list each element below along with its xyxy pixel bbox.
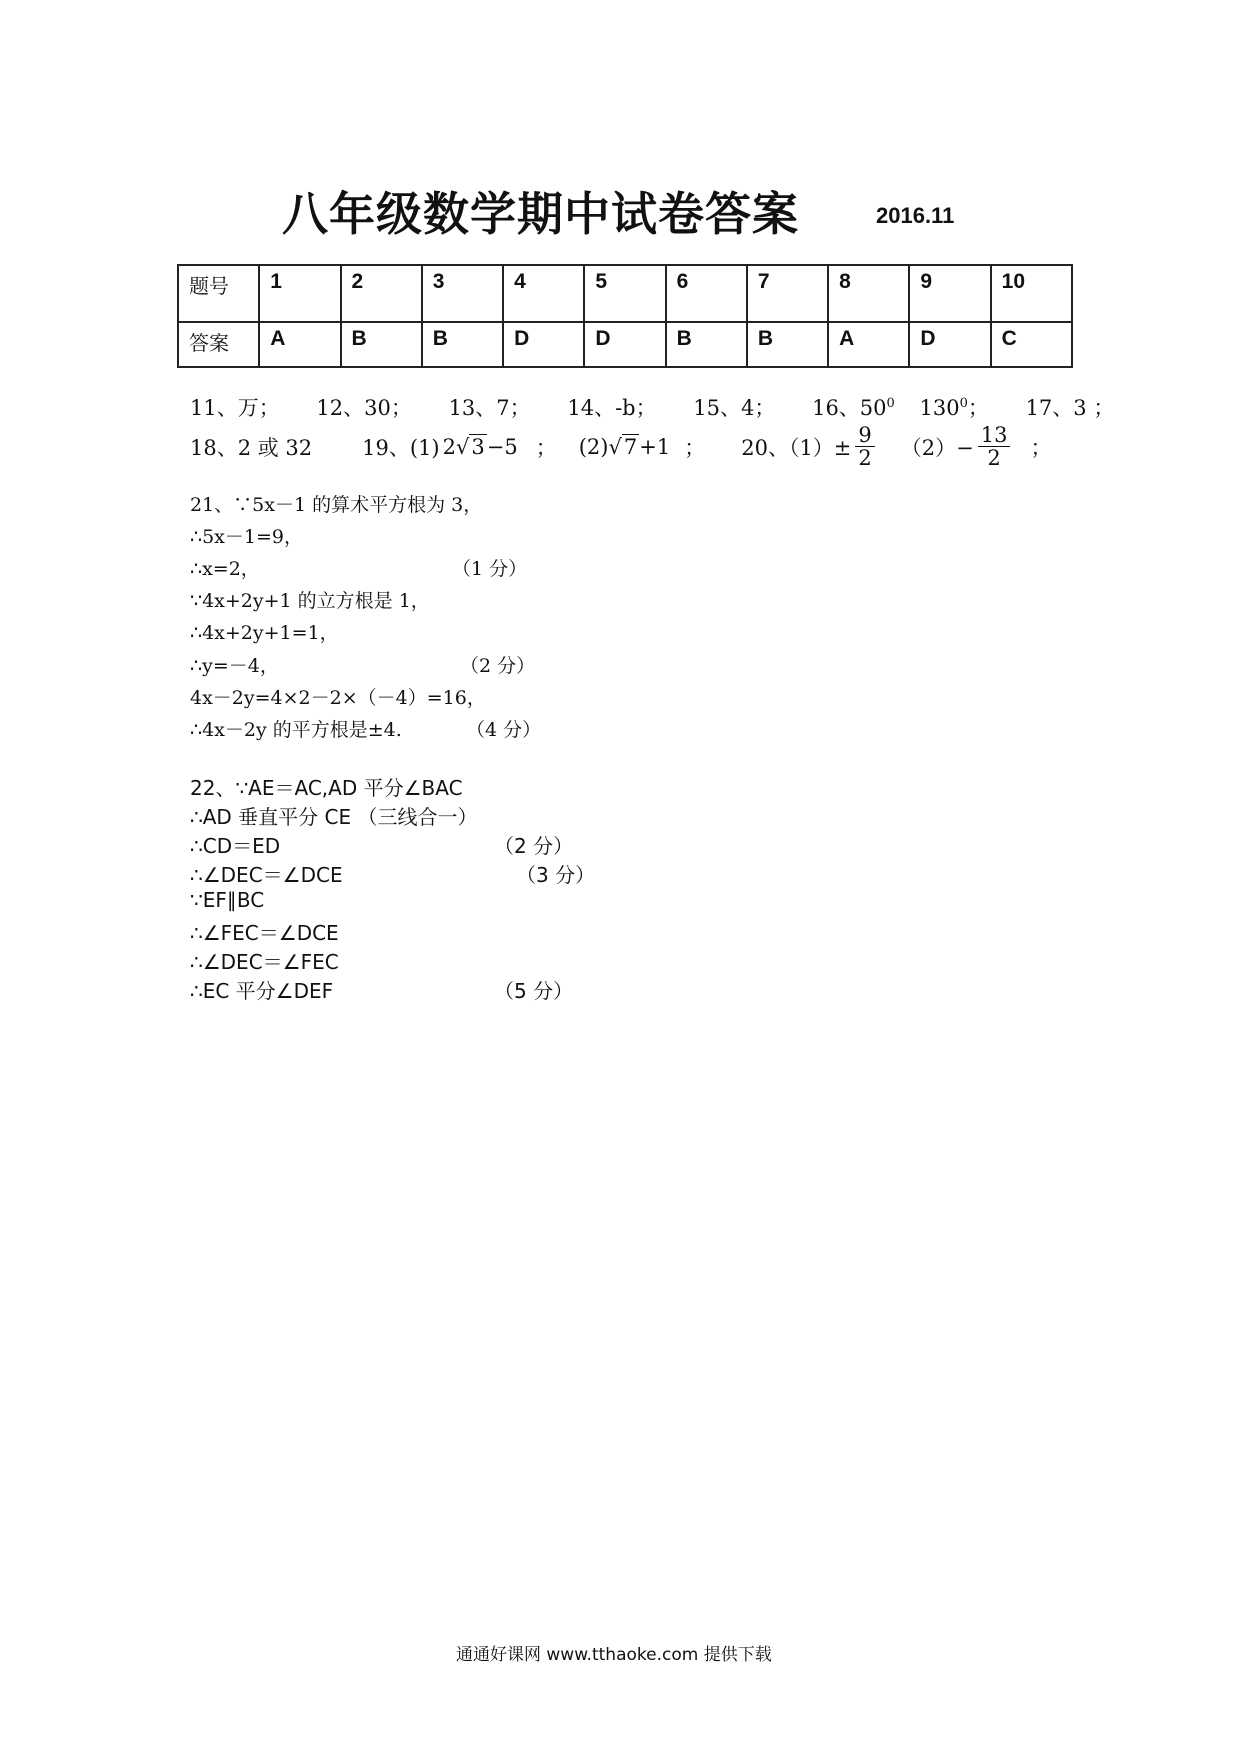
exam-date: 2016.11 [876,203,955,228]
answer-cell: C [991,322,1072,367]
row-label-answer: 答案 [178,322,259,367]
question-number: 6 [666,265,747,322]
answer-q19-1 [443,435,518,459]
answer-q18: 18、2 或 32 [190,435,313,460]
score-note: （3 分） [516,863,596,887]
answer-cell: D [584,322,665,367]
denominator: 2 [858,446,872,471]
question-number: 1 [259,265,340,322]
answer-q15: 15、4； [693,396,776,420]
solution-line: ∴y=－4， [190,655,279,677]
numerator: 9 [855,424,874,447]
answer-cell: A [259,322,340,367]
radicand: 3 [471,434,485,459]
separator: ； [967,396,989,420]
answer-cell: D [503,322,584,367]
solution-line: ∴x=2， [190,558,260,580]
question-number: 10 [991,265,1072,322]
solution-line: ∴∠DEC＝∠FEC [190,950,339,974]
solution-line: ∴AD 垂直平分 CE （三线合一） [190,805,478,829]
question-number: 4 [503,265,584,322]
solution-line: ∴CD＝ED [190,834,281,858]
answer-q11: 11、万； [190,396,280,420]
solution-line: 22、∵AE＝AC,AD 平分∠BAC [190,776,463,800]
answer-cell: B [666,322,747,367]
answer-q16-a: 16、50 [812,396,887,420]
solution-line: ∴4x－2y 的平方根是±4. [190,719,402,741]
footer-source: 通通好课网 www.tthaoke.com 提供下载 [456,1645,772,1665]
solution-line: ∴EC 平分∠DEF [190,979,334,1003]
radicand: 7 [623,434,638,459]
table-row-answers [178,322,1072,367]
denominator: 2 [987,446,1001,471]
answer-q13: 13、7； [448,396,531,420]
solution-line: ∴∠DEC＝∠DCE [190,863,343,887]
table-row-numbers [178,265,1072,322]
solution-line: ∴4x+2y+1=1， [190,622,339,644]
degree-sup: 0 [886,396,895,411]
degree-sup: 0 [959,396,968,411]
answer-cell: B [747,322,828,367]
separator: ； [1030,435,1052,460]
answer-q19-2-label: (2) [578,434,609,459]
solution-line: 21、∵5x－1 的算术平方根为 3， [190,494,483,516]
answer-q20-label: 20、（1）± [741,435,852,460]
answer-q19-2 [608,435,670,459]
solution-line: 4x－2y=4×2－2×（－4）=16， [190,687,486,709]
answer-cell: A [828,322,909,367]
solution-line: ∴5x－1=9， [190,526,303,548]
answer-q17: 17、3 ； [1025,396,1115,420]
separator: ； [535,435,557,460]
fill-in-line-2 [190,424,1051,469]
sqrt-icon: √ [456,434,470,459]
question-number: 5 [584,265,665,322]
sqrt-icon: √ [608,434,622,459]
question-number: 2 [341,265,422,322]
page-title: 八年级数学期中试卷答案 [282,187,799,241]
score-note: （1 分） [452,558,528,580]
answer-cell: D [909,322,990,367]
answer-q19-label: 19、(1) [362,435,440,460]
solution-line: ∴∠FEC＝∠DCE [190,921,339,945]
row-label-number: 题号 [178,265,259,322]
coefficient: 2 [442,434,456,459]
answer-q20-2-label: （2）− [900,435,974,460]
question-number: 7 [747,265,828,322]
separator: ； [684,435,706,460]
remainder: +1 [639,434,671,459]
question-number: 8 [828,265,909,322]
score-note: （5 分） [494,979,574,1003]
answer-q14: 14、-b； [567,396,657,420]
answer-cell: B [422,322,503,367]
fraction [978,424,1011,469]
question-number: 3 [422,265,503,322]
fraction [855,424,874,469]
answer-table [177,264,1073,368]
numerator: 13 [978,424,1011,447]
question-number: 9 [909,265,990,322]
answer-q16-b: 130 [919,396,960,420]
solution-line: ∵4x+2y+1 的立方根是 1， [190,590,430,612]
score-note: （2 分） [460,655,536,677]
remainder: −5 [486,434,518,459]
solution-line: ∵EF∥BC [190,888,265,912]
answer-cell: B [341,322,422,367]
score-note: （2 分） [494,834,574,858]
fill-in-line-1 [190,392,1114,422]
score-note: （4 分） [466,719,542,741]
answer-q12: 12、30； [316,396,412,420]
